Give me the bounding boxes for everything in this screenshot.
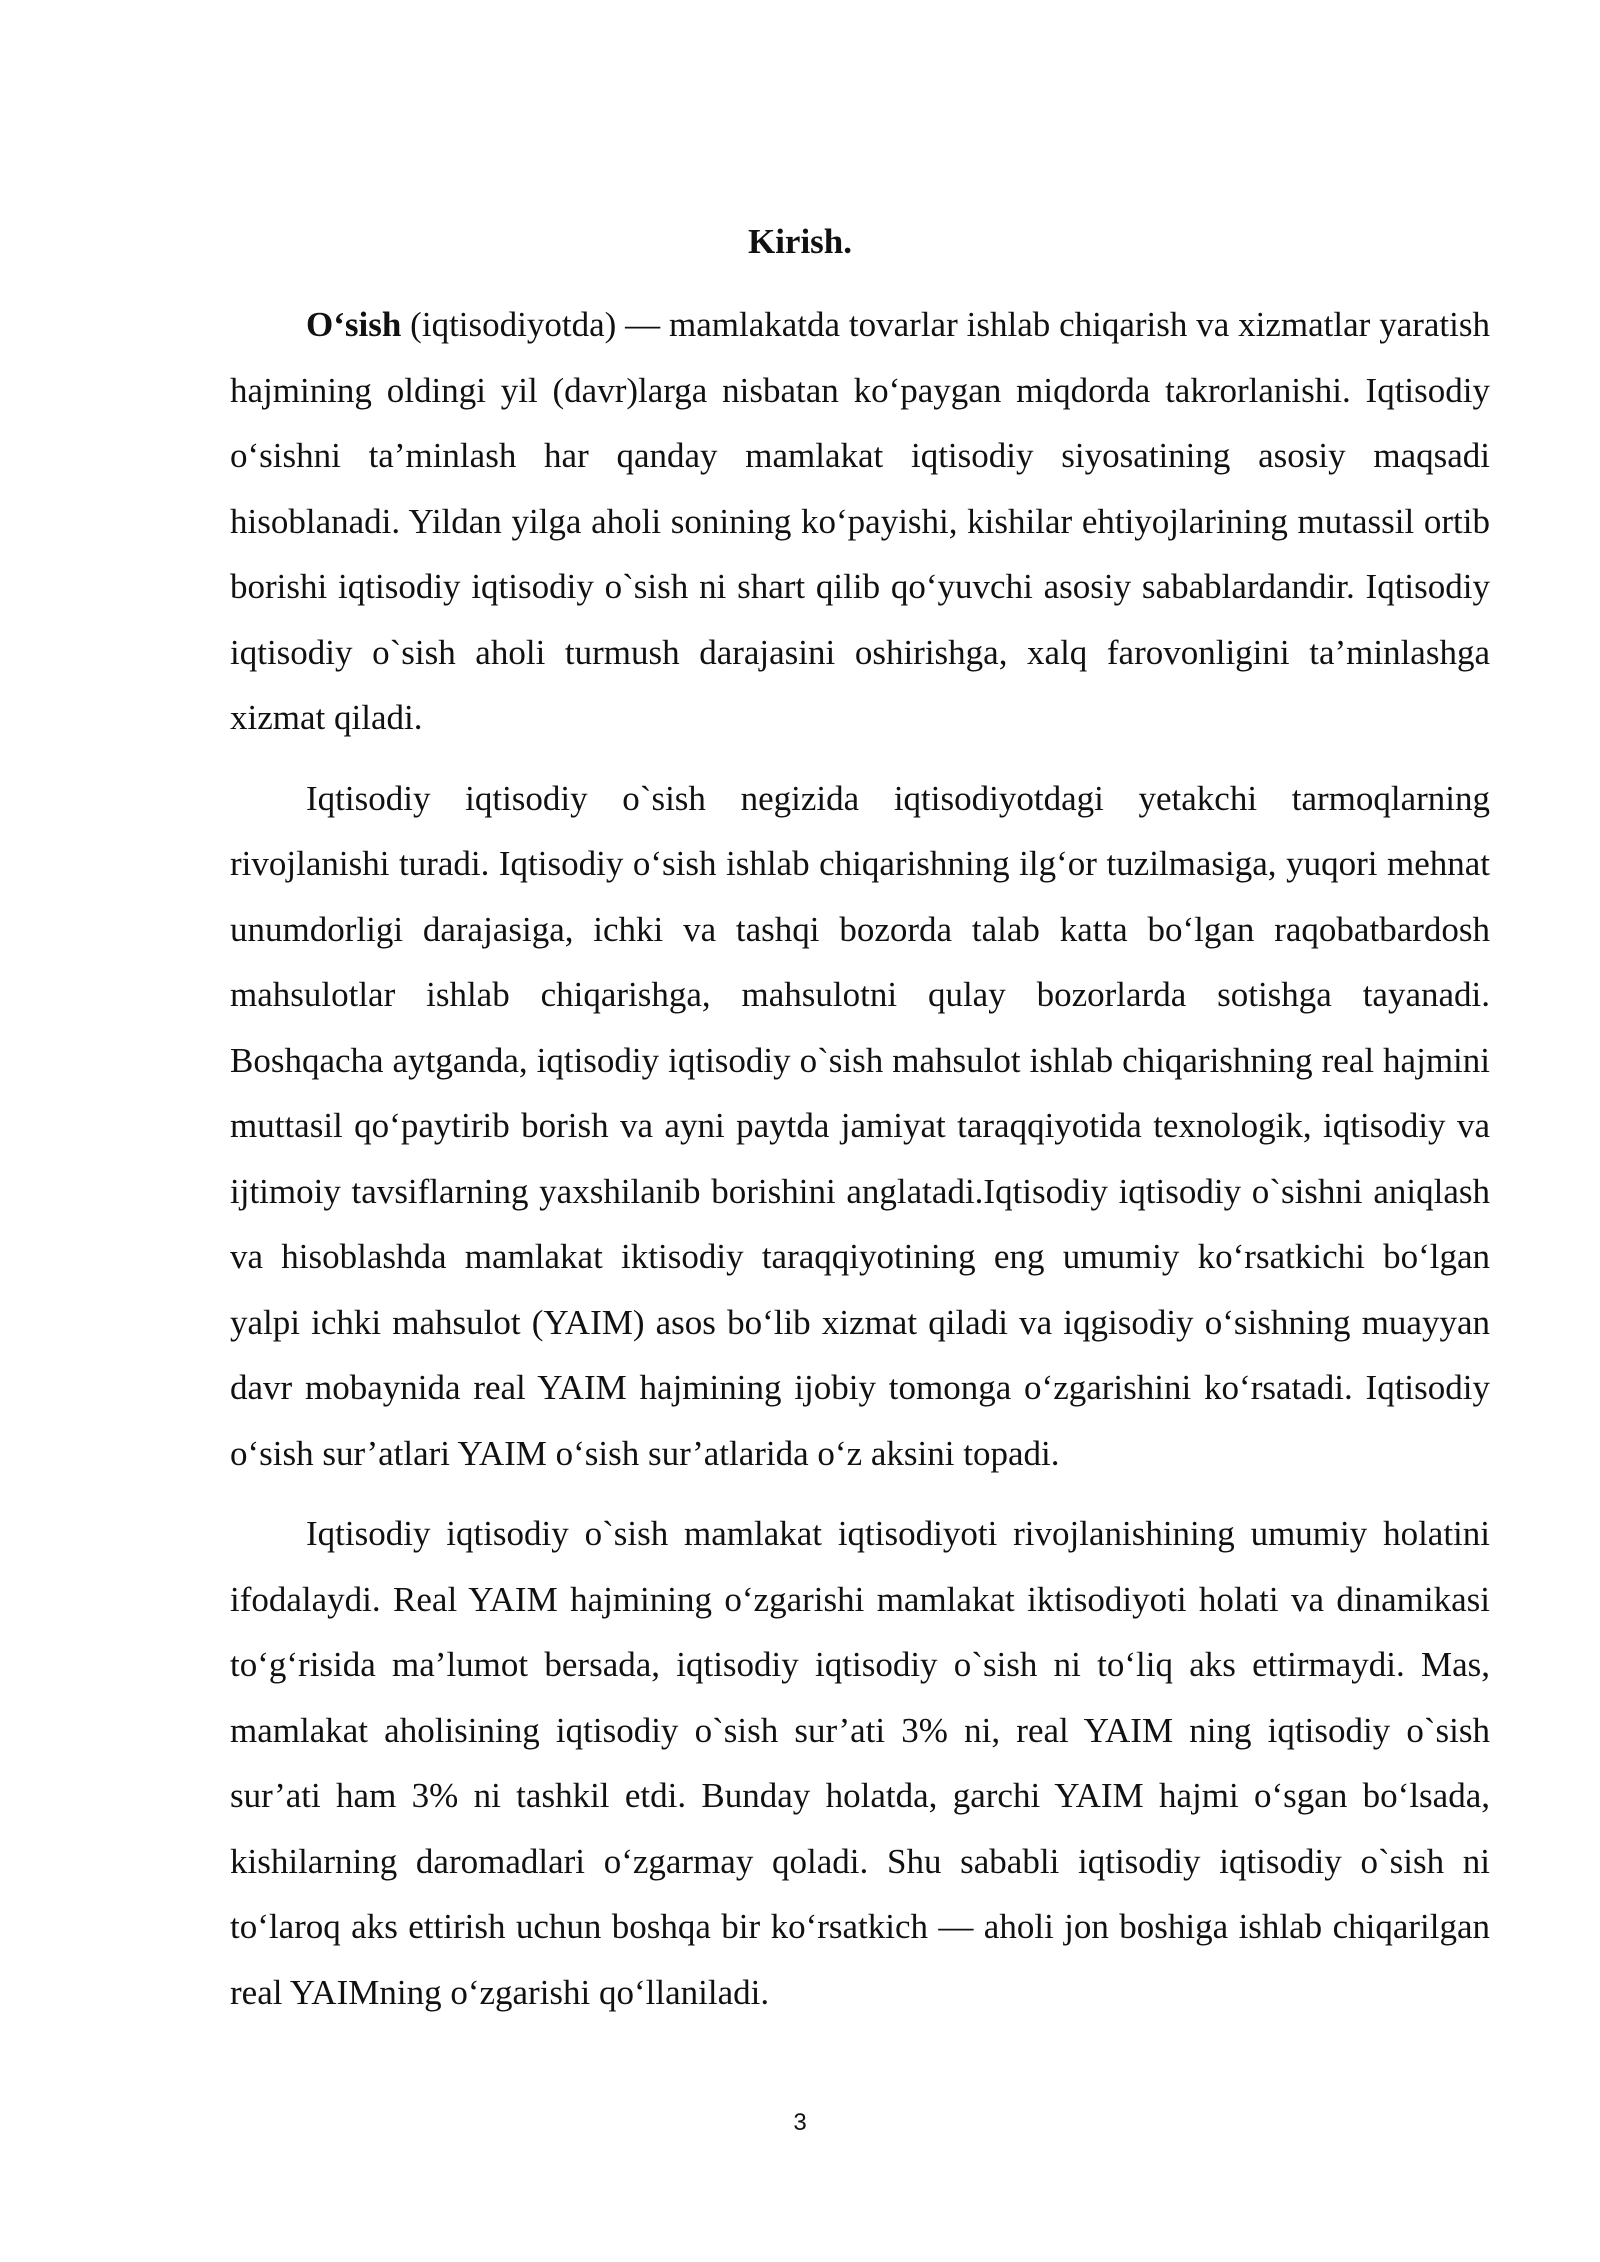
- paragraph-3-text: Iqtisodiy iqtisodiy o`sish mamlakat iqtisodiyoti rivojlanishining umumiy holatini ifodalaydi. Real YAIM hajmining o‘zgarishi mamlakat iktisodiyoti holati va dinamikasi to‘g‘risida ma’lumot bersada, iqtisodiy iqtisodiy o`sish ni to‘liq aks ettirmaydi. Mas, mamlakat aholisining iqtisodiy o`sish sur’ati 3% ni, real YAIM ning iqtisodiy o`sish sur’ati ham 3% ni tashkil etdi. Bunday holatda, garchi YAIM hajmi o‘sgan bo‘lsada, kishilarning daromadlari o‘zgarmay qoladi. Shu sababli iqtisodiy iqtisodiy o`sish ni to‘laroq aks ettirish uchun boshqa bir ko‘rsatkich — aholi jon boshiga ishlab chiqarilgan real YAIMning o‘zgarishi qo‘llaniladi.: [230, 1514, 1490, 2012]
- paragraph-2-text: Iqtisodiy iqtisodiy o`sish negizida iqtisodiyotdagi yetakchi tarmoqlarning rivojlanishi turadi. Iqtisodiy o‘sish ishlab chiqarishning ilg‘or tuzilmasiga, yuqori mehnat unumdorligi darajasiga, ichki va tashqi bozorda talab katta bo‘lgan raqobatbardosh mahsulotlar ishlab chiqarishga, mahsulotni qulay bozorlarda sotishga tayanadi. Boshqacha aytganda, iqtisodiy iqtisodiy o`sish mahsulot ishlab chiqarishning real hajmini muttasil qo‘paytirib borish va ayni paytda jamiyat taraqqiyotida texnologik, iqtisodiy va ijtimoiy tavsiflarning yaxshilanib borishini anglatadi.Iqtisodiy iqtisodiy o`sishni aniqlash va hisoblashda mamlakat iktisodiy taraqqiyotining eng umumiy ko‘rsatkichi bo‘lgan yalpi ichki mahsulot (YAIM) asos bo‘lib xizmat qiladi va iqgisodiy o‘sishning muayyan davr mobaynida real YAIM hajmining ijobiy tomonga o‘zgarishini ko‘rsatadi. Iqtisodiy o‘sish sur’atlari YAIM o‘sish sur’atlarida o‘z aksini topadi.: [230, 778, 1490, 1473]
- paragraph-2: [230, 766, 1490, 1487]
- page-title: Kirish.: [747, 222, 853, 261]
- lead-term: O‘sish: [306, 305, 402, 344]
- paragraph-1: [230, 292, 1490, 751]
- paragraph-1-text: (iqtisodiyotda) — mamlakatda tovarlar ishlab chiqarish va xizmatlar yaratish hajmining oldingi yil (davr)larga nisbatan ko‘paygan miqdorda takrorlanishi. Iqtisodiy o‘sishni ta’minlash har qanday mamlakat iqtisodiy siyosatining asosiy maqsadi hisoblanadi. Yildan yilga aholi sonining ko‘payishi, kishilar ehtiyojlarining mutassil ortib borishi iqtisodiy iqtisodiy o`sish ni shart qilib qo‘yuvchi asosiy sabablardandir. Iqtisodiy iqtisodiy o`sish aholi turmush darajasini oshirishga, xalq farovonligini ta’minlashga xizmat qiladi.: [230, 305, 1490, 737]
- paragraph-3: [230, 1501, 1490, 2025]
- page-number: 3: [793, 2109, 807, 2136]
- document-body: [230, 292, 1490, 2040]
